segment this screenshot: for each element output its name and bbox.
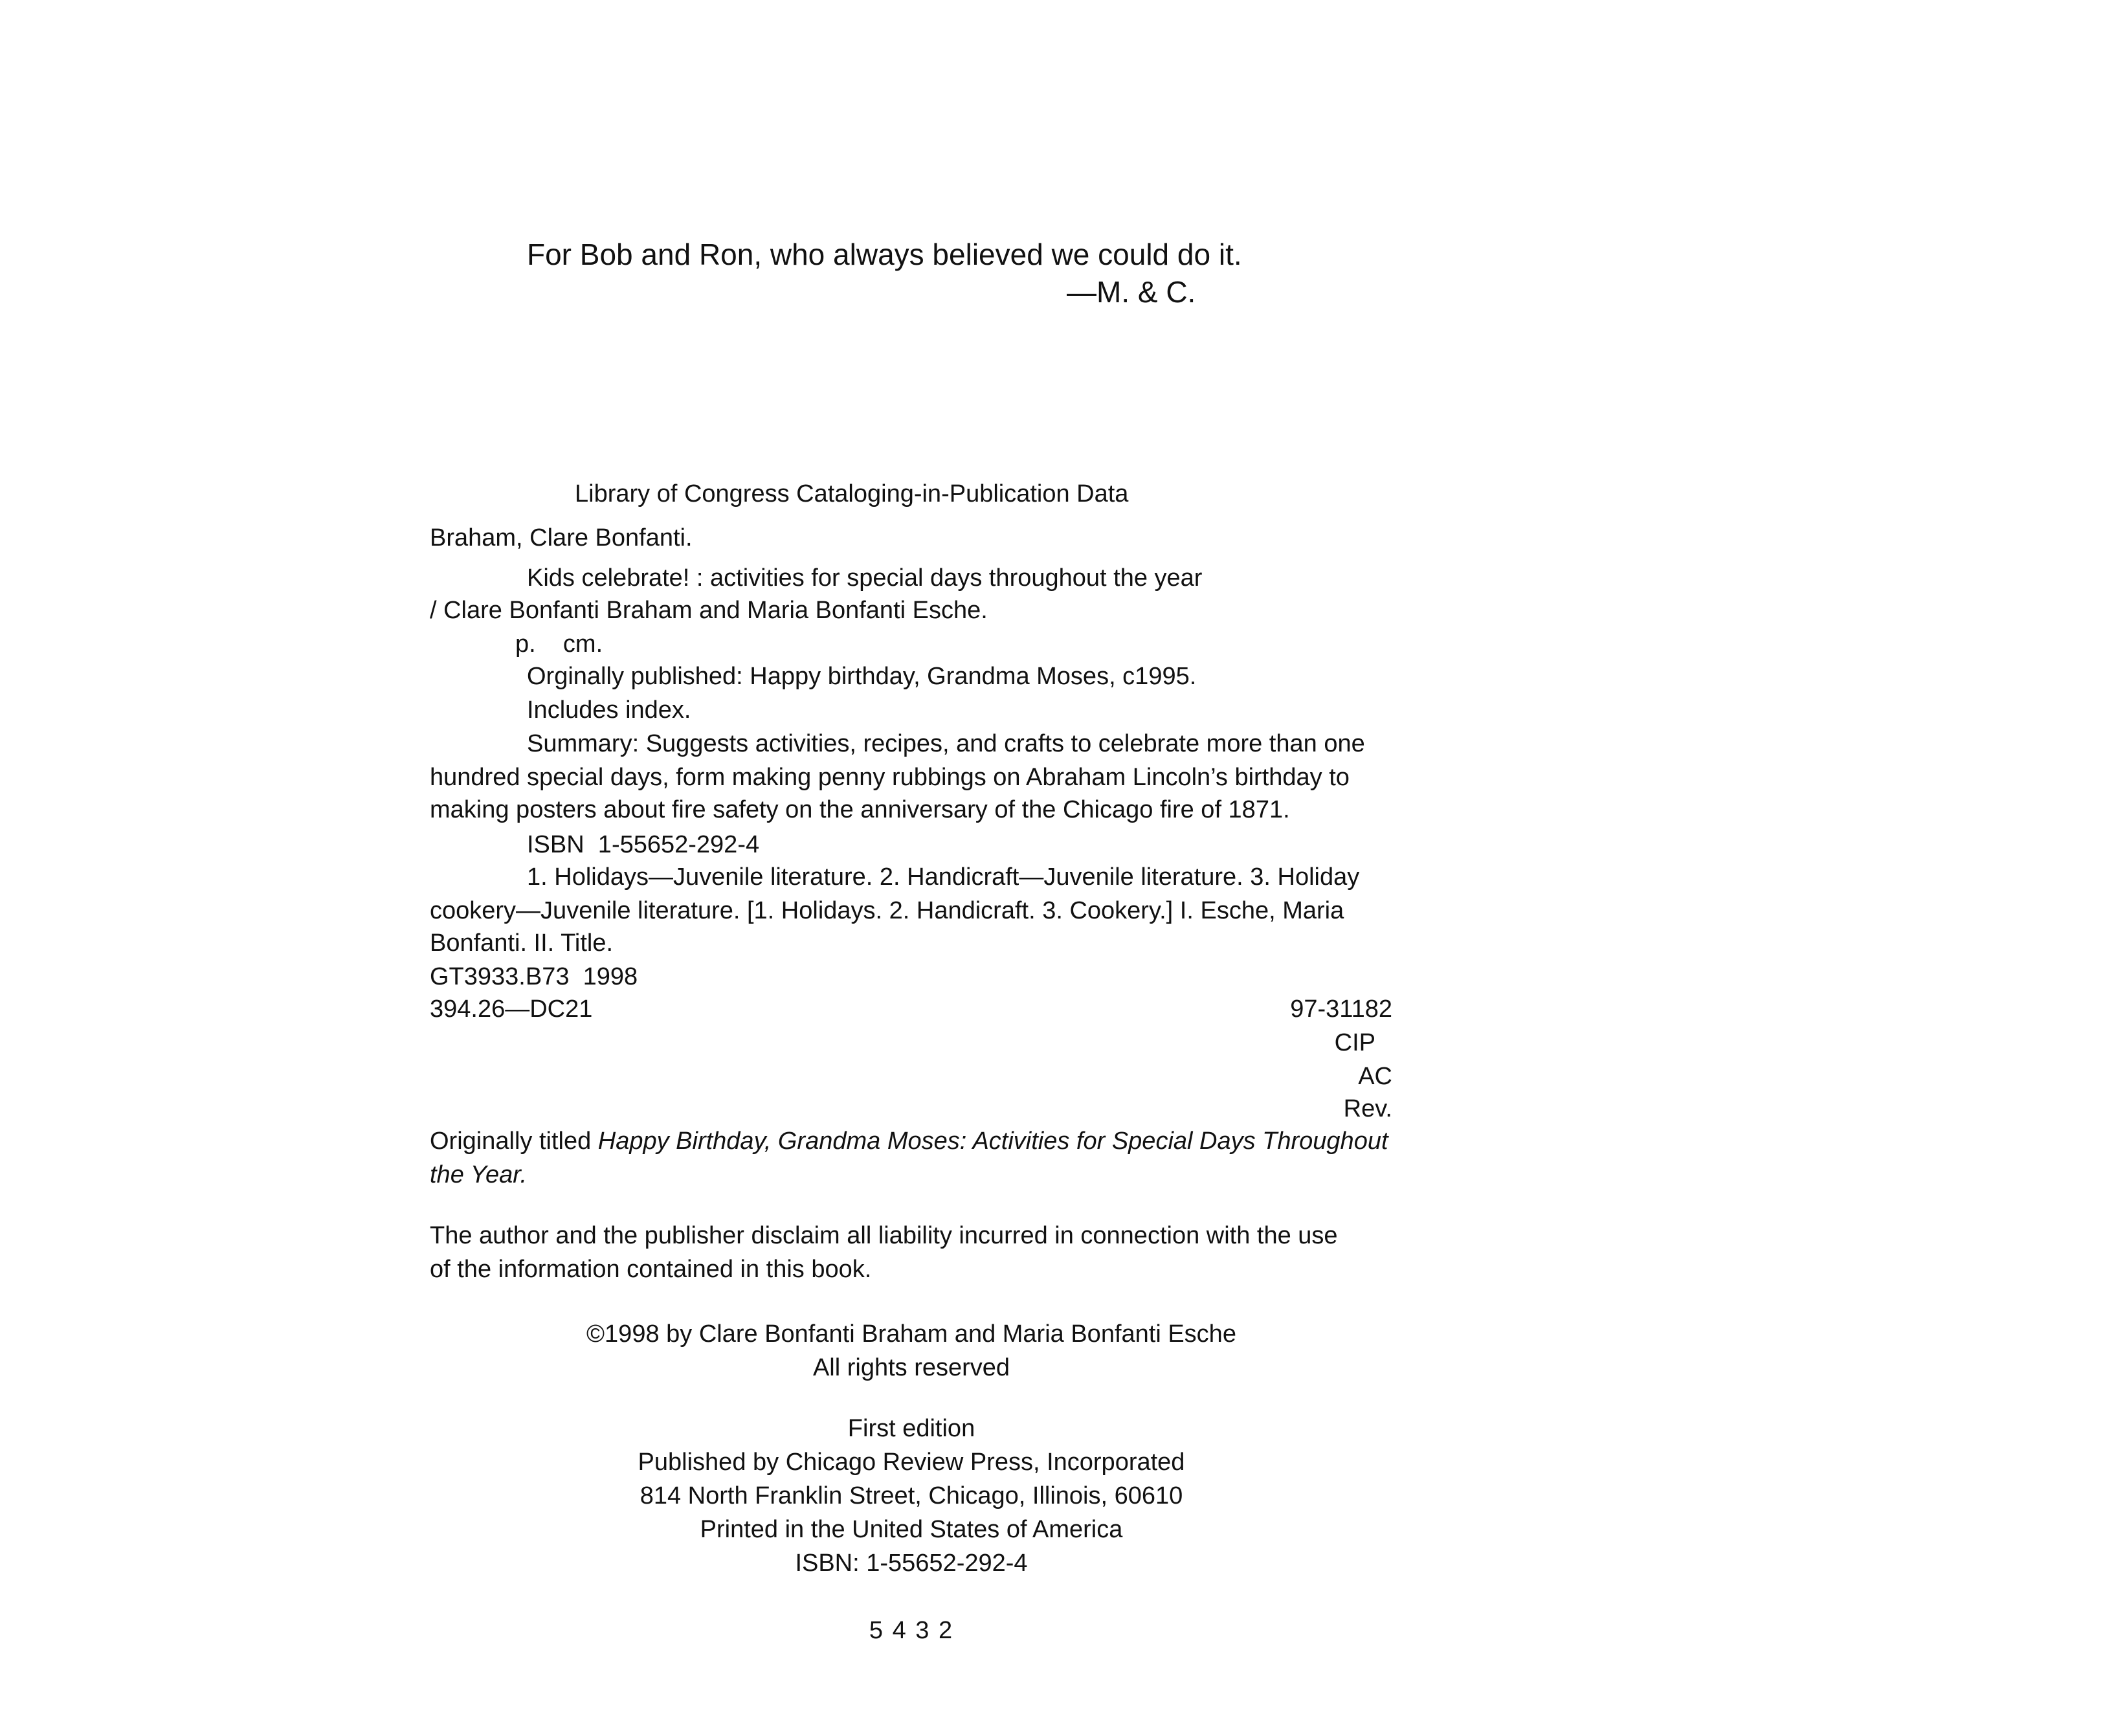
printing-line: 5 4 3 2 [869,1617,954,1644]
publisher-address: 814 North Franklin Street, Chicago, Illinois, 60610 [640,1482,1183,1509]
cip-mark: CIP [1334,1029,1375,1056]
ac-mark: AC [1358,1063,1392,1090]
cip-summary-line1: Summary: Suggests activities, recipes, and crafts to celebrate more than one [527,730,1365,757]
cip-summary-line2: hundred special days, form making penny rubbings on Abraham Lincoln’s birthday to [430,764,1350,791]
original-title-text: Happy Birthday, Grandma Moses: Activities for Special Days Throughout [597,1128,1388,1155]
publication-isbn: ISBN: 1-55652-292-4 [795,1550,1028,1577]
cip-title-line2: / Clare Bonfanti Braham and Maria Bonfanti Esche. [430,597,988,624]
publisher: Published by Chicago Review Press, Incorporated [638,1449,1185,1476]
dedication-text: For Bob and Ron, who always believed we could do it. [527,238,1242,271]
copyright-line2: All rights reserved [812,1354,1010,1381]
rev-mark: Rev. [1343,1095,1392,1122]
original-title-line2 [430,1159,527,1192]
cip-heading: Library of Congress Cataloging-in-Publication Data [575,480,1129,507]
edition: First edition [847,1415,975,1442]
disclaimer-line1: The author and the publisher disclaim all liability incurred in connection with the use [430,1222,1338,1249]
original-title-line1 [430,1125,1388,1158]
original-title-text-cont: the Year. [430,1161,528,1188]
cip-isbn: ISBN 1-55652-292-4 [527,831,760,858]
cip-author: Braham, Clare Bonfanti. [430,524,693,551]
cip-subjects-line2: cookery—Juvenile literature. [1. Holidays. 2. Handicraft. 3. Cookery.] I. Esche, Maria [430,897,1344,924]
copyright-line1: ©1998 by Clare Bonfanti Braham and Maria Bonfanti Esche [586,1320,1236,1348]
original-title-prefix: Originally titled [430,1128,598,1155]
cip-lccn: 97-31182 [1290,996,1392,1023]
cip-includes-index: Includes index. [527,696,691,724]
cip-dewey: 394.26—DC21 [430,996,593,1023]
cip-title-line1: Kids celebrate! : activities for special days throughout the year [527,564,1203,592]
cip-summary-line3: making posters about fire safety on the anniversary of the Chicago fire of 1871. [430,796,1290,823]
cip-pcm: p. cm. [515,630,603,658]
cip-subjects-line1: 1. Holidays—Juvenile literature. 2. Handicraft—Juvenile literature. 3. Holiday [527,863,1360,891]
dedication-signature: —M. & C. [1067,275,1196,309]
cip-orig-published: Orginally published: Happy birthday, Grandma Moses, c1995. [527,663,1197,690]
cip-lc-class: GT3933.B73 1998 [430,963,638,990]
printed-in: Printed in the United States of America [700,1516,1123,1543]
disclaimer-line2: of the information contained in this book. [430,1256,872,1283]
cip-subjects-line3: Bonfanti. II. Title. [430,929,614,957]
